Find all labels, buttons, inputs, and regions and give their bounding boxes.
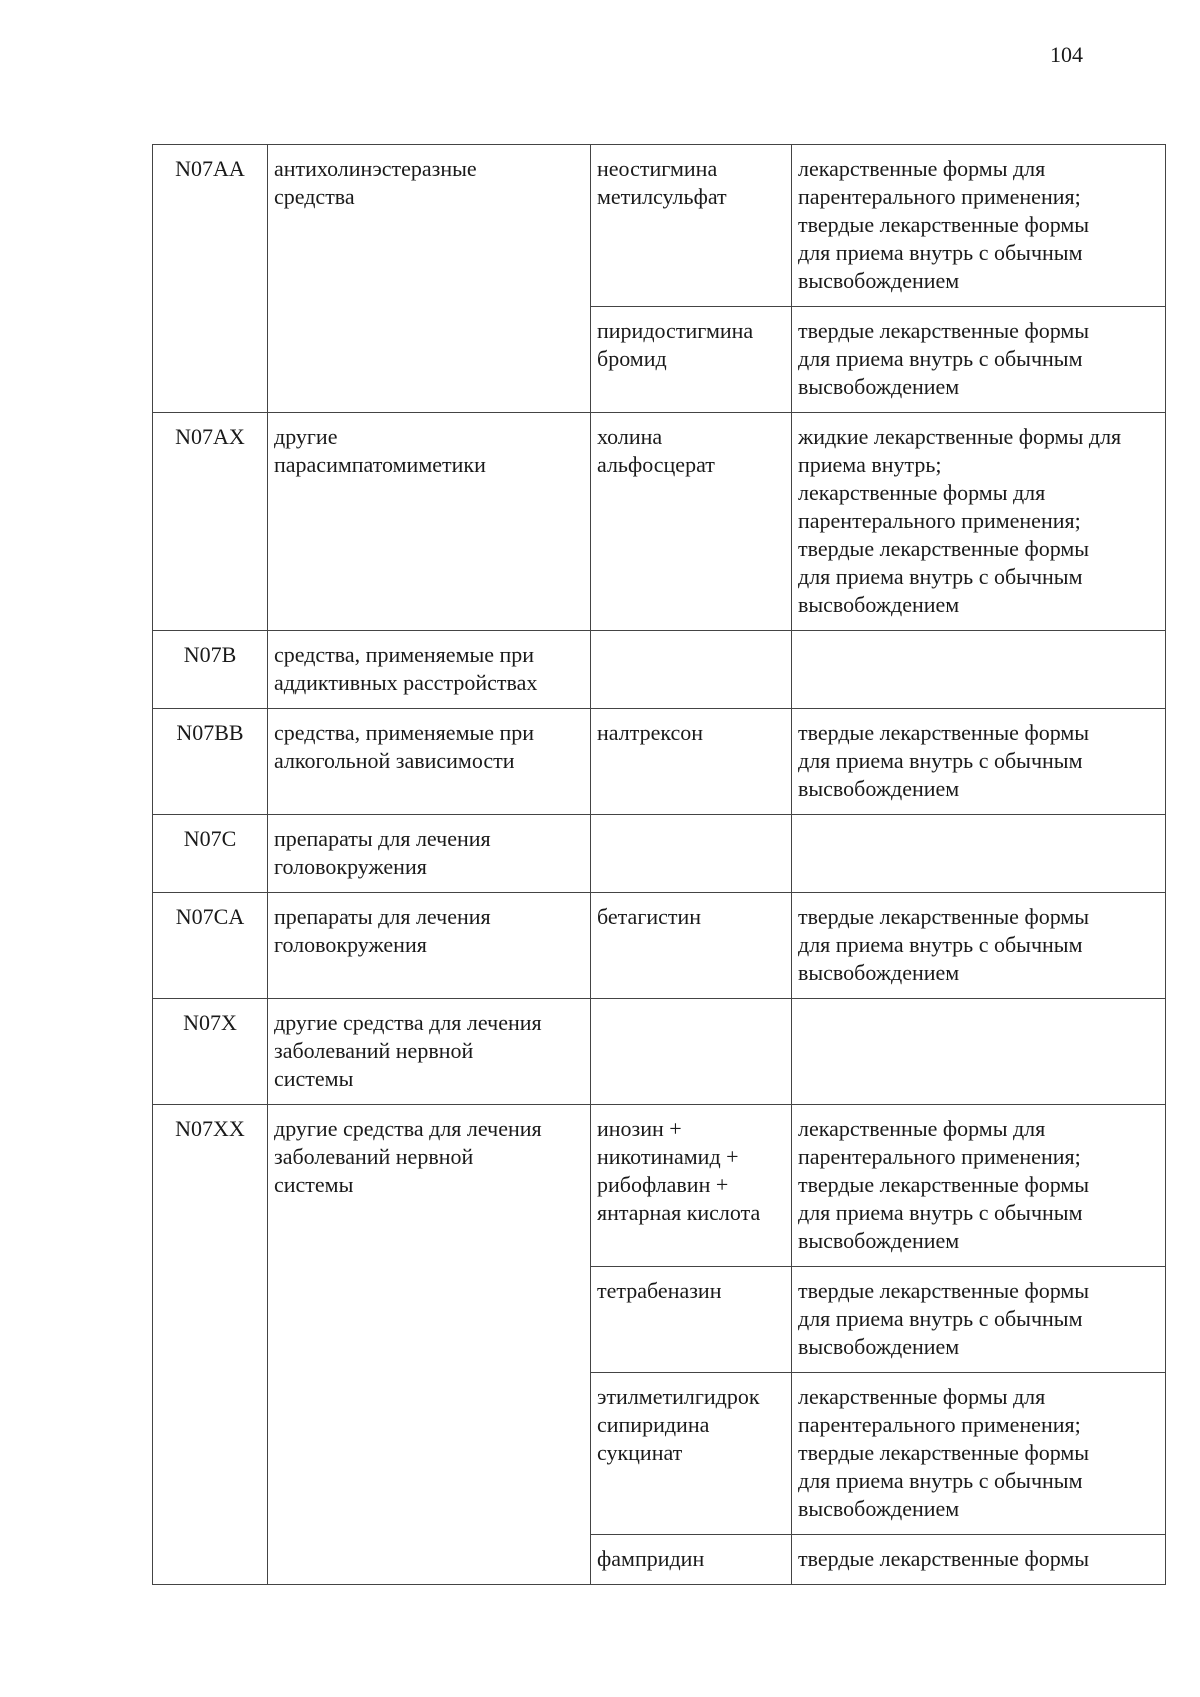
drug-cell xyxy=(591,631,792,709)
group-name: средства, применяемые при алкогольной зависимости xyxy=(274,720,535,773)
atc-code: N07BB xyxy=(176,720,244,745)
atc-code-cell xyxy=(153,413,268,631)
atc-code: N07AX xyxy=(175,424,245,449)
group-cell xyxy=(268,145,591,413)
dosage-forms: лекарственные формы для парентерального применения; твердые лекарственные формы для приема внутрь с обычным высвобождением xyxy=(798,1116,1090,1253)
drug-cell xyxy=(591,1267,792,1373)
group-name: препараты для лечения головокружения xyxy=(274,826,491,879)
page-number: 104 xyxy=(1050,42,1083,67)
forms-cell xyxy=(792,815,1166,893)
atc-code: N07C xyxy=(183,826,237,851)
dosage-forms: твердые лекарственные формы xyxy=(798,1546,1090,1571)
group-name: другие средства для лечения заболеваний нервной системы xyxy=(274,1116,542,1197)
dosage-forms: твердые лекарственные формы для приема внутрь с обычным высвобождением xyxy=(798,720,1090,801)
group-cell xyxy=(268,631,591,709)
atc-code-cell xyxy=(153,893,268,999)
drug-cell xyxy=(591,815,792,893)
group-cell xyxy=(268,1105,591,1585)
dosage-forms: лекарственные формы для парентерального применения; твердые лекарственные формы для приема внутрь с обычным высвобождением xyxy=(798,1384,1090,1521)
drug-name: холина альфосцерат xyxy=(597,424,715,477)
group-name: препараты для лечения головокружения xyxy=(274,904,491,957)
atc-code: N07XX xyxy=(175,1116,245,1141)
table-row xyxy=(153,815,1166,893)
group-name: другие парасимпатомиметики xyxy=(274,424,486,477)
group-name: антихолинэстеразные средства xyxy=(274,156,477,209)
table-row xyxy=(153,631,1166,709)
drug-cell xyxy=(591,1535,792,1585)
drug-name: инозин + никотинамид + рибофлавин + янтарная кислота xyxy=(597,1116,761,1225)
forms-cell xyxy=(792,893,1166,999)
drug-cell xyxy=(591,1105,792,1267)
forms-cell xyxy=(792,1105,1166,1267)
group-name: средства, применяемые при аддиктивных расстройствах xyxy=(274,642,538,695)
forms-cell xyxy=(792,1267,1166,1373)
drug-name: тетрабеназин xyxy=(597,1278,722,1303)
table-row xyxy=(153,709,1166,815)
table-row xyxy=(153,1105,1166,1267)
group-cell xyxy=(268,815,591,893)
dosage-forms: твердые лекарственные формы для приема внутрь с обычным высвобождением xyxy=(798,318,1090,399)
table-row xyxy=(153,999,1166,1105)
table-row xyxy=(153,413,1166,631)
table-row xyxy=(153,145,1166,307)
drug-name: бетагистин xyxy=(597,904,702,929)
drug-name: пиридостигмина бромид xyxy=(597,318,754,371)
drug-cell xyxy=(591,413,792,631)
drug-table xyxy=(152,144,1166,1585)
atc-code: N07X xyxy=(183,1010,237,1035)
drug-cell xyxy=(591,307,792,413)
atc-code: N07B xyxy=(183,642,237,667)
atc-code-cell xyxy=(153,631,268,709)
drug-cell xyxy=(591,893,792,999)
atc-code-cell xyxy=(153,145,268,413)
forms-cell xyxy=(792,999,1166,1105)
forms-cell xyxy=(792,413,1166,631)
forms-cell xyxy=(792,631,1166,709)
group-cell xyxy=(268,999,591,1105)
atc-code-cell xyxy=(153,999,268,1105)
atc-code-cell xyxy=(153,815,268,893)
group-cell xyxy=(268,413,591,631)
dosage-forms: лекарственные формы для парентерального применения; твердые лекарственные формы для приема внутрь с обычным высвобождением xyxy=(798,156,1090,293)
group-cell xyxy=(268,893,591,999)
group-name: другие средства для лечения заболеваний нервной системы xyxy=(274,1010,542,1091)
drug-name: этилметилгидрок сипиридина сукцинат xyxy=(597,1384,760,1465)
forms-cell xyxy=(792,1535,1166,1585)
atc-code: N07AA xyxy=(175,156,245,181)
forms-cell xyxy=(792,709,1166,815)
atc-code-cell xyxy=(153,1105,268,1585)
table-row xyxy=(153,893,1166,999)
atc-code-cell xyxy=(153,709,268,815)
drug-name: фампридин xyxy=(597,1546,705,1571)
drug-cell xyxy=(591,145,792,307)
drug-cell xyxy=(591,709,792,815)
atc-code: N07CA xyxy=(175,904,245,929)
group-cell xyxy=(268,709,591,815)
drug-cell xyxy=(591,999,792,1105)
dosage-forms: жидкие лекарственные формы для приема внутрь; лекарственные формы для парентерального применения; твердые лекарственные формы для приема внутрь с обычным высвобождением xyxy=(798,424,1122,617)
dosage-forms: твердые лекарственные формы для приема внутрь с обычным высвобождением xyxy=(798,1278,1090,1359)
forms-cell xyxy=(792,145,1166,307)
drug-name: неостигмина метилсульфат xyxy=(597,156,727,209)
forms-cell xyxy=(792,307,1166,413)
drug-cell xyxy=(591,1373,792,1535)
drug-name: налтрексон xyxy=(597,720,704,745)
forms-cell xyxy=(792,1373,1166,1535)
dosage-forms: твердые лекарственные формы для приема внутрь с обычным высвобождением xyxy=(798,904,1090,985)
